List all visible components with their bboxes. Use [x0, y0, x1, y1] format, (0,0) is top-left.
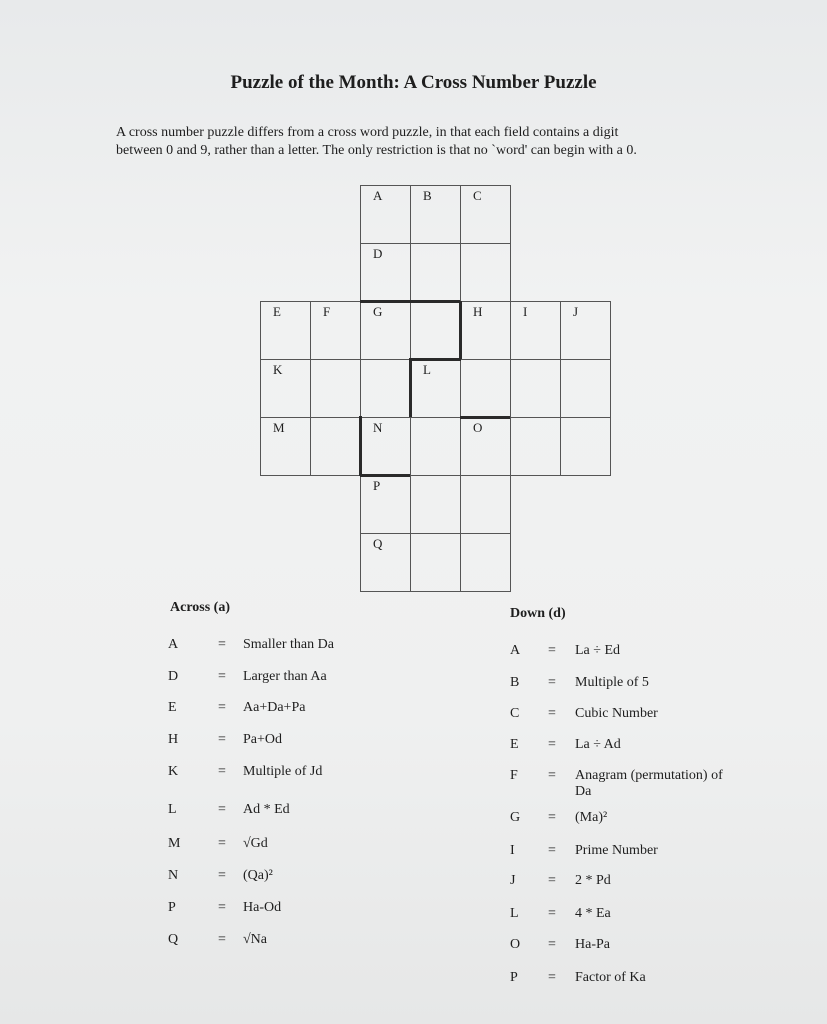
grid-label-n: N [373, 420, 383, 435]
grid-cell[interactable] [460, 417, 511, 476]
grid-cell[interactable] [260, 417, 311, 476]
across-clue-key: P [168, 900, 176, 915]
grid-cell[interactable] [460, 475, 511, 534]
down-clue-text: La ÷ Ed [575, 643, 621, 658]
across-clue-equals: = [218, 932, 226, 947]
across-clue-key: H [168, 732, 179, 747]
grid-label-b: B [423, 188, 432, 203]
across-clue-text: Ad * Ed [243, 802, 290, 817]
grid-cell[interactable] [410, 243, 461, 302]
across-clue-text: Aa+Da+Pa [243, 700, 306, 715]
grid-thick-border [409, 358, 461, 361]
grid-cell[interactable] [460, 243, 511, 302]
grid-cell[interactable] [510, 359, 561, 418]
down-clue-equals: = [548, 768, 556, 783]
grid-label-p: P [373, 478, 381, 493]
down-clue-text: (Ma)² [575, 810, 608, 825]
grid-cell[interactable] [310, 359, 361, 418]
down-clue-text: Prime Number [575, 843, 658, 858]
down-clue-key: A [510, 643, 521, 658]
grid-cell[interactable] [410, 185, 461, 244]
down-clue-text: Cubic Number [575, 706, 658, 721]
grid-label-c: C [473, 188, 482, 203]
grid-cell[interactable] [410, 359, 461, 418]
down-clue-text: Anagram (permutation) of [575, 768, 723, 783]
grid-label-e: E [273, 304, 281, 319]
down-clue-p [510, 970, 770, 988]
across-clue-equals: = [218, 669, 226, 684]
across-clue-n [168, 868, 428, 886]
down-clue-equals: = [548, 843, 556, 858]
down-clue-f [510, 768, 770, 804]
grid-label-q: Q [373, 536, 383, 551]
down-clue-i [510, 843, 770, 861]
down-clue-key: I [510, 843, 515, 858]
down-clue-key: O [510, 937, 521, 952]
across-clue-text: (Qa)² [243, 868, 273, 883]
grid-cell[interactable] [410, 417, 461, 476]
grid-cell[interactable] [410, 301, 461, 360]
down-clue-equals: = [548, 810, 556, 825]
grid-cell[interactable] [360, 359, 411, 418]
down-clue-e [510, 737, 770, 755]
across-clue-key: K [168, 764, 179, 779]
across-clue-equals: = [218, 868, 226, 883]
across-clue-equals: = [218, 732, 226, 747]
intro-line-2: between 0 and 9, rather than a letter. The only restriction is that no `word' can begin with a 0. [116, 143, 637, 158]
grid-cell[interactable] [360, 417, 411, 476]
across-clue-h [168, 732, 428, 750]
intro-paragraph [116, 124, 776, 160]
grid-cell[interactable] [360, 475, 411, 534]
grid-label-j: J [573, 304, 579, 319]
across-clue-equals: = [218, 637, 226, 652]
across-clue-a [168, 637, 428, 655]
down-clue-equals: = [548, 675, 556, 690]
grid-cell[interactable] [310, 417, 361, 476]
down-clue-equals: = [548, 937, 556, 952]
grid-thick-border [459, 301, 462, 359]
grid-thick-border [359, 416, 362, 476]
across-clue-key: L [168, 802, 177, 817]
grid-thick-border [460, 416, 510, 419]
across-clue-equals: = [218, 764, 226, 779]
across-clue-equals: = [218, 700, 226, 715]
down-clue-text: 4 * Ea [575, 906, 611, 921]
grid-cell[interactable] [260, 359, 311, 418]
grid-thick-border [360, 474, 410, 477]
across-clue-equals: = [218, 900, 226, 915]
down-clue-key: G [510, 810, 521, 825]
grid-cell[interactable] [460, 185, 511, 244]
down-clue-b [510, 675, 770, 693]
down-clue-key: E [510, 737, 519, 752]
across-clue-text: Pa+Od [243, 732, 283, 747]
down-clue-o [510, 937, 770, 955]
grid-cell[interactable] [360, 533, 411, 592]
grid-label-i: I [523, 304, 528, 319]
across-clue-p [168, 900, 428, 918]
down-clue-g [510, 810, 770, 828]
grid-cell[interactable] [360, 243, 411, 302]
down-clue-j [510, 873, 770, 891]
down-clue-a [510, 643, 770, 661]
grid-label-g: G [373, 304, 383, 319]
grid-cell[interactable] [460, 359, 511, 418]
across-clue-e [168, 700, 428, 718]
grid-thick-border [409, 359, 412, 417]
across-clue-key: Q [168, 932, 179, 947]
down-clue-equals: = [548, 873, 556, 888]
across-clue-m [168, 836, 428, 854]
grid-cell[interactable] [510, 417, 561, 476]
down-clue-equals: = [548, 643, 556, 658]
grid-label-h: H [473, 304, 483, 319]
grid-thick-border [360, 300, 460, 303]
across-clue-text: Smaller than Da [243, 637, 334, 652]
across-clue-text: Larger than Aa [243, 669, 327, 684]
down-clue-text-continued: Da [575, 784, 592, 799]
across-clue-key: N [168, 868, 179, 883]
down-clue-equals: = [548, 737, 556, 752]
grid-cell[interactable] [560, 301, 611, 360]
down-clue-c [510, 706, 770, 724]
intro-line-1: A cross number puzzle differs from a cross word puzzle, in that each field contains a digit [116, 125, 619, 140]
across-clue-key: D [168, 669, 179, 684]
grid-label-m: M [273, 420, 285, 435]
across-clue-text: Ha-Od [243, 900, 282, 915]
across-clue-q [168, 932, 428, 950]
grid-cell[interactable] [560, 417, 611, 476]
across-heading: Across (a) [170, 600, 231, 615]
across-clue-text: Multiple of Jd [243, 764, 323, 779]
grid-cell[interactable] [460, 533, 511, 592]
across-clue-key: A [168, 637, 179, 652]
down-clue-key: C [510, 706, 520, 721]
down-clue-key: P [510, 970, 518, 985]
grid-label-k: K [273, 362, 283, 377]
grid-cell[interactable] [410, 533, 461, 592]
grid-cell[interactable] [560, 359, 611, 418]
grid-label-l: L [423, 362, 431, 377]
page-title: Puzzle of the Month: A Cross Number Puzzle [230, 72, 597, 93]
down-clue-key: F [510, 768, 518, 783]
down-clue-equals: = [548, 906, 556, 921]
across-clue-k [168, 764, 428, 782]
across-clue-text: √Gd [243, 836, 268, 851]
down-clue-key: J [510, 873, 516, 888]
down-clue-key: L [510, 906, 519, 921]
grid-cell[interactable] [460, 301, 511, 360]
grid-cell[interactable] [360, 185, 411, 244]
across-clue-d [168, 669, 428, 687]
down-clue-l [510, 906, 770, 924]
across-clue-equals: = [218, 802, 226, 817]
down-clue-text: 2 * Pd [575, 873, 611, 888]
down-clue-equals: = [548, 706, 556, 721]
grid-label-o: O [473, 420, 483, 435]
down-clue-key: B [510, 675, 520, 690]
across-clue-text: √Na [243, 932, 268, 947]
down-clue-equals: = [548, 970, 556, 985]
grid-label-f: F [323, 304, 331, 319]
grid-label-d: D [373, 246, 383, 261]
across-clue-key: M [168, 836, 181, 851]
grid-cell[interactable] [360, 301, 411, 360]
grid-cell[interactable] [310, 301, 361, 360]
grid-cell[interactable] [410, 475, 461, 534]
down-clue-text: Ha-Pa [575, 937, 610, 952]
grid-label-a: A [373, 188, 383, 203]
down-clue-text: Multiple of 5 [575, 675, 649, 690]
grid-cell[interactable] [510, 301, 561, 360]
down-heading: Down (d) [510, 606, 566, 621]
across-clue-l [168, 802, 428, 820]
across-clue-key: E [168, 700, 177, 715]
across-clue-equals: = [218, 836, 226, 851]
down-clue-text: La ÷ Ad [575, 737, 621, 752]
down-clue-text: Factor of Ka [575, 970, 646, 985]
grid-cell[interactable] [260, 301, 311, 360]
